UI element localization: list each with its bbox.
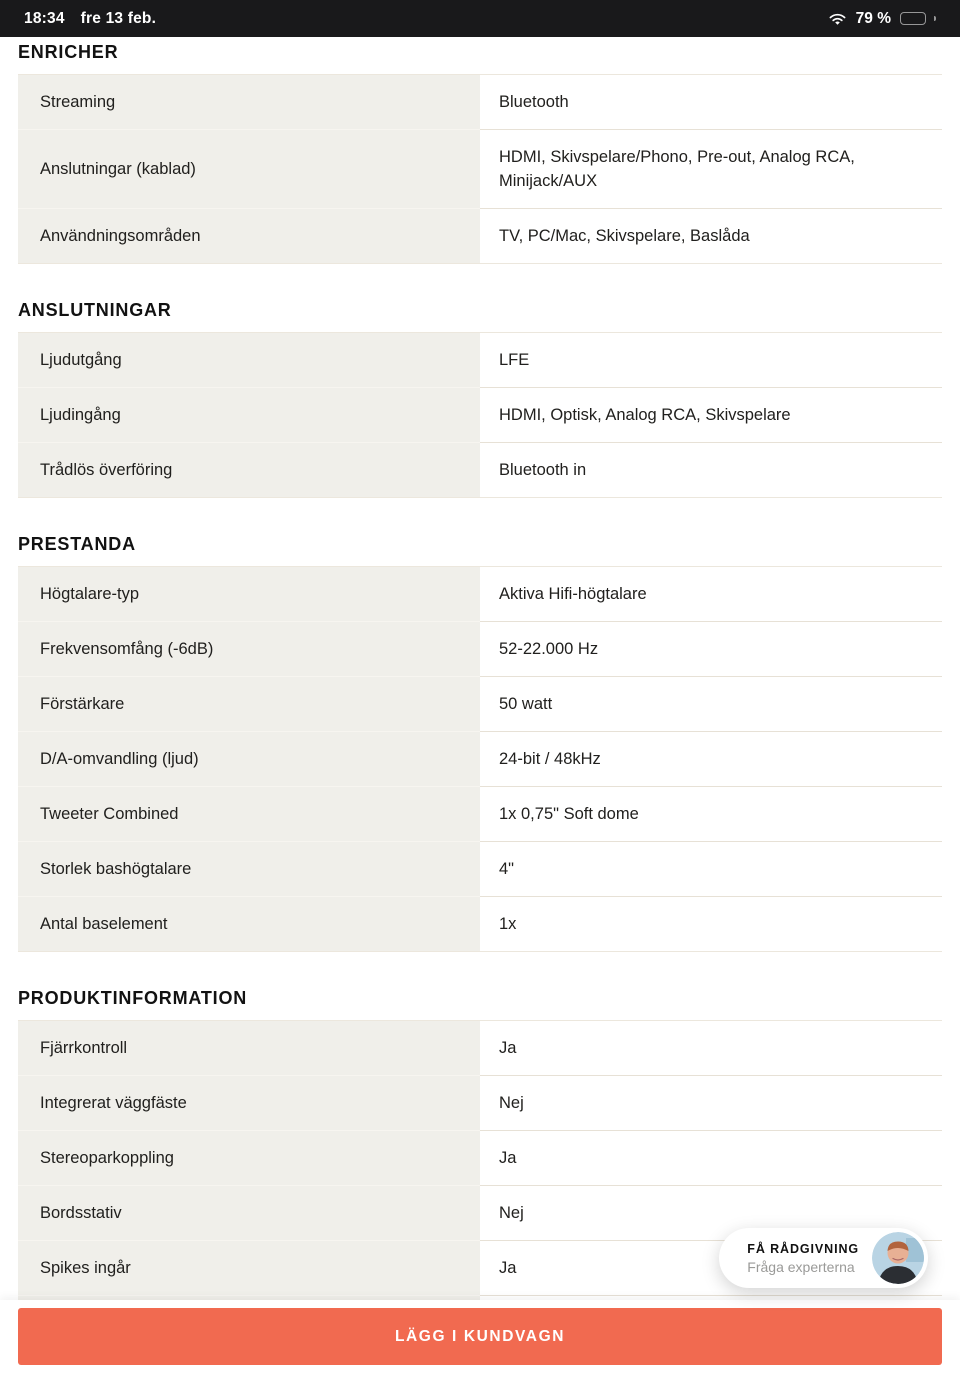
chat-text bbox=[747, 1242, 859, 1275]
spec-label: Storlek bashögtalare bbox=[18, 841, 480, 896]
expert-avatar bbox=[872, 1232, 924, 1284]
battery-nub-icon bbox=[934, 16, 936, 21]
spec-value: TV, PC/Mac, Skivspelare, Baslåda bbox=[480, 208, 942, 263]
wifi-icon bbox=[828, 12, 847, 26]
spec-label: Högtalare-typ bbox=[18, 567, 480, 621]
spec-row bbox=[18, 1021, 942, 1075]
spec-row bbox=[18, 676, 942, 731]
spec-row bbox=[18, 567, 942, 621]
spec-value: Ja bbox=[499, 1039, 517, 1057]
spec-value: 52-22.000 Hz bbox=[480, 621, 942, 676]
spec-row bbox=[18, 841, 942, 896]
status-bar-right bbox=[828, 10, 936, 28]
spec-value: 1x bbox=[480, 896, 942, 951]
spec-row bbox=[18, 129, 942, 208]
spec-value: Nej bbox=[480, 1075, 942, 1130]
spec-sections bbox=[0, 37, 960, 1351]
spec-label: Användningsområden bbox=[18, 208, 480, 263]
spec-label: Fjärrkontroll bbox=[18, 1021, 480, 1075]
spec-row bbox=[18, 208, 942, 263]
spec-value: Aktiva Hifi-högtalare bbox=[499, 585, 647, 603]
bottom-action-bar bbox=[0, 1300, 960, 1381]
spec-label: D/A-omvandling (ljud) bbox=[18, 731, 480, 786]
spec-value: 24-bit / 48kHz bbox=[480, 731, 942, 786]
spec-table bbox=[18, 332, 942, 498]
chat-title: FÅ RÅDGIVNING bbox=[747, 1241, 859, 1256]
spec-value: Bluetooth bbox=[499, 93, 569, 111]
chat-subtitle: Fråga experterna bbox=[747, 1258, 855, 1275]
spec-value: HDMI, Skivspelare/Phono, Pre-out, Analog RCA, Minijack/AUX bbox=[480, 129, 942, 208]
status-bar-left bbox=[24, 10, 156, 28]
section-heading: ANSLUTNINGAR bbox=[18, 300, 172, 320]
add-to-cart-button[interactable]: LÄGG I KUNDVAGN bbox=[18, 1308, 942, 1365]
spec-table bbox=[18, 74, 942, 264]
spec-row bbox=[18, 621, 942, 676]
spec-row bbox=[18, 75, 942, 129]
spec-row bbox=[18, 731, 942, 786]
spec-row bbox=[18, 387, 942, 442]
spec-label: Ljudingång bbox=[18, 387, 480, 442]
spec-value: HDMI, Optisk, Analog RCA, Skivspelare bbox=[480, 387, 942, 442]
spec-label: Integrerat väggfäste bbox=[18, 1075, 480, 1130]
spec-label: Streaming bbox=[18, 75, 480, 129]
spec-value: 50 watt bbox=[480, 676, 942, 731]
spec-label: Antal baselement bbox=[18, 896, 480, 951]
spec-table bbox=[18, 566, 942, 952]
spec-row bbox=[18, 1075, 942, 1130]
spec-value: 4" bbox=[480, 841, 942, 896]
battery-percent: 79 % bbox=[855, 9, 891, 27]
spec-label: Förstärkare bbox=[18, 676, 480, 731]
spec-row bbox=[18, 896, 942, 951]
spec-label: Anslutningar (kablad) bbox=[18, 129, 480, 208]
spec-value: LFE bbox=[499, 351, 530, 369]
section-heading: PRESTANDA bbox=[18, 534, 136, 554]
spec-label: Ljudutgång bbox=[18, 333, 480, 387]
section-heading: PRODUKTINFORMATION bbox=[18, 988, 248, 1008]
spec-row bbox=[18, 333, 942, 387]
spec-value: Bluetooth in bbox=[480, 442, 942, 497]
status-bar bbox=[0, 0, 960, 37]
spec-label: Trådlös överföring bbox=[18, 442, 480, 497]
battery-icon bbox=[900, 12, 926, 25]
date: fre 13 feb. bbox=[80, 9, 157, 27]
spec-value: Ja bbox=[480, 1130, 942, 1185]
section-heading: ENRICHER bbox=[18, 42, 119, 62]
spec-row bbox=[18, 1130, 942, 1185]
spec-label: Bordsstativ bbox=[18, 1185, 480, 1240]
spec-value: Ja bbox=[480, 1240, 942, 1295]
spec-label: Tweeter Combined bbox=[18, 786, 480, 841]
spec-value: 1x 0,75" Soft dome bbox=[480, 786, 942, 841]
spec-label: Frekvensomfång (-6dB) bbox=[18, 621, 480, 676]
clock: 18:34 bbox=[24, 9, 65, 27]
spec-label: Stereoparkoppling bbox=[18, 1130, 480, 1185]
spec-label: Spikes ingår bbox=[18, 1240, 480, 1295]
spec-row bbox=[18, 786, 942, 841]
spec-value: Nej bbox=[480, 1185, 942, 1240]
chat-advice-widget[interactable] bbox=[719, 1228, 928, 1288]
spec-row bbox=[18, 442, 942, 497]
